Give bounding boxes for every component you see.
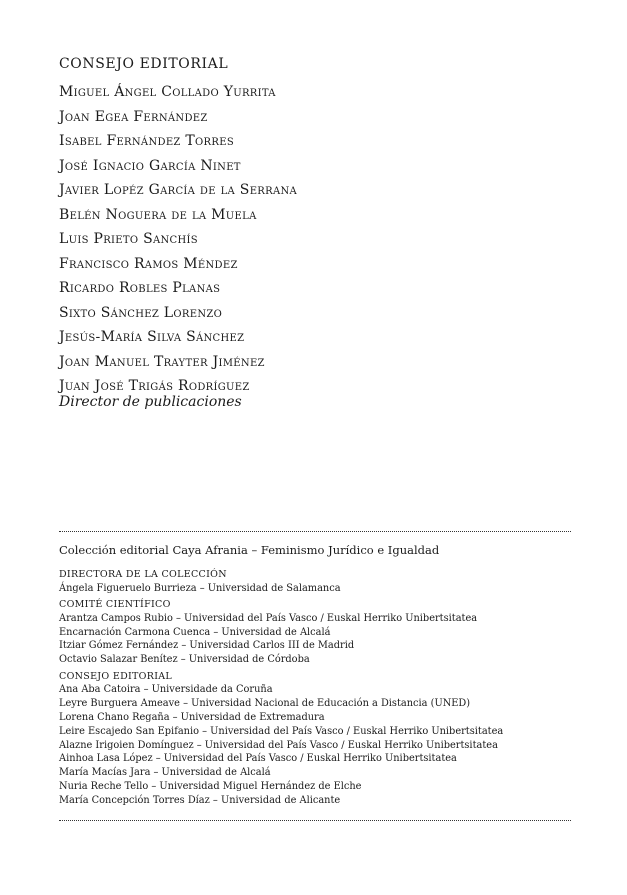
- list-item: Ana Aba Catoira – Universidade da Coruña: [59, 684, 273, 696]
- section-title-consejo: CONSEJO EDITORIAL: [59, 670, 173, 682]
- list-item: Nuria Reche Tello – Universidad Miguel Hernández de Elche: [59, 781, 362, 793]
- list-item: Leyre Burguera Ameave – Universidad Nacional de Educación a Distancia (UNED): [59, 698, 471, 710]
- list-item: María Macías Jara – Universidad de Alcalá: [59, 767, 271, 779]
- consejo-list: [59, 683, 599, 807]
- list-item: Encarnación Carmona Cuenca – Universidad de Alcalá: [59, 626, 331, 638]
- comite-list: [59, 612, 599, 667]
- board-member: Ricardo Robles Planas: [59, 280, 221, 296]
- directora-list: [59, 582, 599, 596]
- board-member: Luis Prieto Sanchís: [59, 231, 198, 247]
- board-member: Joan Manuel Trayter Jiménez: [59, 353, 265, 370]
- director-name: Juan José Trigás Rodríguez: [59, 378, 250, 394]
- list-item: María Concepción Torres Díaz – Universidad de Alicante: [59, 794, 341, 806]
- section-title-directora: DIRECTORA DE LA COLECCIÓN: [59, 569, 227, 580]
- section-title-comite: COMITÉ CIENTÍFICO: [59, 599, 171, 611]
- list-item: Leire Escajedo San Epifanio – Universidad del País Vasco / Euskal Herriko Unibertsitatea: [59, 725, 504, 737]
- board-member: Francisco Ramos Méndez: [59, 255, 238, 272]
- editorial-board-list: [59, 80, 297, 374]
- list-item: Ainhoa Lasa López – Universidad del País Vasco / Euskal Herriko Unibertsitatea: [59, 753, 457, 765]
- board-member: Miguel Ángel Collado Yurrita: [59, 84, 276, 100]
- list-item: Arantza Campos Rubio – Universidad del País Vasco / Euskal Herriko Unibertsitatea: [59, 612, 478, 624]
- list-item: Ángela Figueruelo Burrieza – Universidad de Salamanca: [59, 582, 341, 594]
- director-role: Director de publicaciones: [59, 394, 242, 410]
- dotted-divider-bottom: [59, 820, 571, 821]
- board-member: Isabel Fernández Torres: [59, 133, 234, 149]
- collection-title: Colección editorial Caya Afrania – Feminismo Jurídico e Igualdad: [59, 543, 440, 557]
- board-member: Javier Lopéz García de la Serrana: [59, 182, 298, 198]
- board-member: Jesús-María Silva Sánchez: [59, 329, 245, 345]
- dotted-divider-top: [59, 531, 571, 532]
- list-item: Alazne Irigoien Domínguez – Universidad del País Vasco / Euskal Herriko Unibertsitatea: [59, 739, 498, 751]
- list-item: Lorena Chano Regaña – Universidad de Extremadura: [59, 712, 325, 724]
- board-member: José Ignacio García Ninet: [59, 157, 241, 174]
- list-item: Itziar Gómez Fernández – Universidad Carlos III de Madrid: [59, 640, 355, 652]
- list-item: Octavio Salazar Benítez – Universidad de Córdoba: [59, 654, 310, 666]
- editorial-board: [59, 56, 297, 410]
- board-member: Joan Egea Fernández: [59, 108, 208, 125]
- editorial-board-title: CONSEJO EDITORIAL: [59, 56, 229, 72]
- board-member: Sixto Sánchez Lorenzo: [59, 304, 223, 321]
- board-member: Belén Noguera de la Muela: [59, 206, 257, 223]
- collection-block: [59, 543, 599, 811]
